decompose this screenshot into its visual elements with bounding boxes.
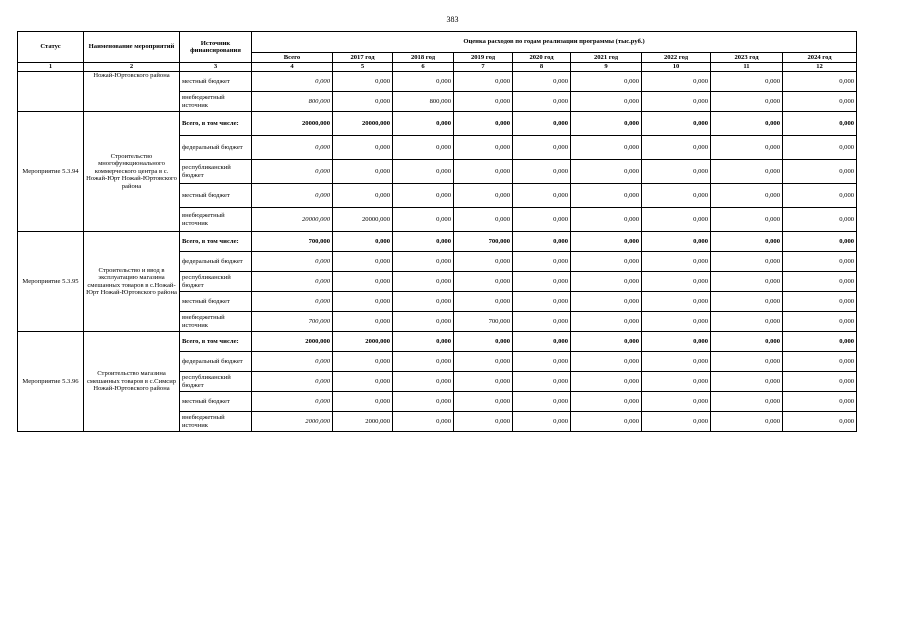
header-source: Источник финансирования — [180, 32, 252, 63]
value-cell: 0,000 — [393, 184, 454, 208]
funding-source: внебюджетный источник — [180, 208, 252, 232]
value-cell: 0,000 — [571, 292, 642, 312]
value-cell: 0,000 — [252, 184, 333, 208]
value-cell: 20000,000 — [252, 112, 333, 136]
value-cell: 20000,000 — [333, 112, 393, 136]
value-cell: 0,000 — [783, 272, 857, 292]
value-cell: 0,000 — [454, 208, 513, 232]
value-cell: 0,000 — [642, 312, 711, 332]
value-cell: 0,000 — [252, 392, 333, 412]
value-cell: 0,000 — [333, 392, 393, 412]
value-cell: 0,000 — [513, 72, 571, 92]
value-cell: 0,000 — [711, 332, 783, 352]
funding-source: республиканский бюджет — [180, 272, 252, 292]
value-cell: 800,000 — [252, 92, 333, 112]
page-number: 383 — [446, 15, 459, 24]
value-cell: 0,000 — [571, 392, 642, 412]
value-cell: 0,000 — [711, 392, 783, 412]
value-cell: 0,000 — [571, 352, 642, 372]
value-cell: 0,000 — [571, 372, 642, 392]
table-row — [18, 332, 857, 352]
measure-name: Строительство и ввод в эксплуатацию магазина смешанных товаров в с.Ножай-Юрт Ножай-Юртовского района — [84, 232, 180, 332]
value-cell: 0,000 — [393, 372, 454, 392]
value-cell: 0,000 — [513, 208, 571, 232]
status-cell: Мероприятие 5.3.96 — [18, 332, 84, 432]
value-cell: 0,000 — [783, 160, 857, 184]
value-cell: 0,000 — [783, 392, 857, 412]
value-cell: 20000,000 — [252, 208, 333, 232]
value-cell: 0,000 — [642, 136, 711, 160]
value-cell: 0,000 — [711, 232, 783, 252]
header-name: Наименование мероприятий — [84, 32, 180, 63]
value-cell: 800,000 — [393, 92, 454, 112]
value-cell: 0,000 — [252, 272, 333, 292]
funding-source: местный бюджет — [180, 184, 252, 208]
value-cell: 0,000 — [333, 312, 393, 332]
value-cell: 0,000 — [711, 92, 783, 112]
value-cell: 700,000 — [454, 232, 513, 252]
value-cell: 0,000 — [571, 112, 642, 136]
table-row — [18, 72, 857, 92]
value-cell: 0,000 — [393, 112, 454, 136]
value-cell: 0,000 — [571, 136, 642, 160]
column-number: 1 — [18, 63, 84, 72]
value-cell: 0,000 — [393, 352, 454, 372]
value-cell: 0,000 — [333, 292, 393, 312]
value-cell: 0,000 — [571, 208, 642, 232]
value-cell: 0,000 — [513, 160, 571, 184]
funding-source: Всего, в том числе: — [180, 332, 252, 352]
value-cell: 0,000 — [252, 252, 333, 272]
header-estimate: Оценка расходов по годам реализации программы (тыс.руб.) — [252, 32, 857, 53]
value-cell: 0,000 — [333, 372, 393, 392]
value-cell: 0,000 — [711, 352, 783, 372]
value-cell: 0,000 — [454, 332, 513, 352]
value-cell: 0,000 — [642, 92, 711, 112]
value-cell: 0,000 — [571, 412, 642, 432]
value-cell: 0,000 — [642, 112, 711, 136]
value-cell: 0,000 — [454, 252, 513, 272]
value-cell: 0,000 — [783, 292, 857, 312]
value-cell: 0,000 — [571, 272, 642, 292]
value-cell: 0,000 — [513, 136, 571, 160]
value-cell: 0,000 — [454, 352, 513, 372]
value-cell: 700,000 — [454, 312, 513, 332]
value-cell: 0,000 — [711, 160, 783, 184]
measure-name: Строительство многофункционального коммерческого центра в с. Ножай-Юрт Ножай-Юртовского района — [84, 112, 180, 232]
value-cell: 0,000 — [642, 292, 711, 312]
value-cell: 0,000 — [783, 184, 857, 208]
value-cell: 0,000 — [393, 292, 454, 312]
value-cell: 0,000 — [783, 312, 857, 332]
value-cell: 0,000 — [783, 372, 857, 392]
value-cell: 0,000 — [711, 208, 783, 232]
value-cell: 0,000 — [642, 184, 711, 208]
value-cell: 0,000 — [454, 372, 513, 392]
header-col-2023: 2023 год — [711, 53, 783, 63]
value-cell: 0,000 — [393, 272, 454, 292]
value-cell: 0,000 — [642, 412, 711, 432]
value-cell: 0,000 — [454, 72, 513, 92]
value-cell: 0,000 — [783, 332, 857, 352]
status-cell — [18, 72, 84, 112]
value-cell: 0,000 — [333, 232, 393, 252]
value-cell: 0,000 — [571, 72, 642, 92]
value-cell: 0,000 — [333, 160, 393, 184]
value-cell: 0,000 — [513, 312, 571, 332]
funding-source: внебюджетный источник — [180, 412, 252, 432]
value-cell: 0,000 — [393, 252, 454, 272]
value-cell: 0,000 — [333, 136, 393, 160]
value-cell: 0,000 — [642, 160, 711, 184]
column-number: 2 — [84, 63, 180, 72]
header-col-2018: 2018 год — [393, 53, 454, 63]
value-cell: 0,000 — [711, 292, 783, 312]
value-cell: 0,000 — [642, 372, 711, 392]
value-cell: 0,000 — [252, 292, 333, 312]
value-cell: 0,000 — [454, 136, 513, 160]
value-cell: 0,000 — [513, 232, 571, 252]
value-cell: 0,000 — [642, 272, 711, 292]
value-cell: 0,000 — [454, 184, 513, 208]
measure-name: Ножай-Юртовского района — [84, 72, 180, 112]
value-cell: 0,000 — [393, 312, 454, 332]
value-cell: 0,000 — [711, 272, 783, 292]
header-col-total: Всего — [252, 53, 333, 63]
value-cell: 0,000 — [783, 208, 857, 232]
value-cell: 0,000 — [711, 372, 783, 392]
funding-source: федеральный бюджет — [180, 136, 252, 160]
value-cell: 0,000 — [513, 112, 571, 136]
value-cell: 700,000 — [252, 232, 333, 252]
value-cell: 0,000 — [711, 184, 783, 208]
value-cell: 2000,000 — [252, 412, 333, 432]
value-cell: 0,000 — [571, 92, 642, 112]
funding-source: внебюджетный источник — [180, 92, 252, 112]
header-col-2021: 2021 год — [571, 53, 642, 63]
value-cell: 0,000 — [393, 232, 454, 252]
value-cell: 0,000 — [642, 352, 711, 372]
value-cell: 0,000 — [571, 160, 642, 184]
status-cell: Мероприятие 5.3.95 — [18, 232, 84, 332]
column-number: 11 — [711, 63, 783, 72]
value-cell: 0,000 — [711, 312, 783, 332]
measure-name: Строительство магазина смешанных товаров в с.Симсир Ножай-Юртовского района — [84, 332, 180, 432]
value-cell: 0,000 — [393, 332, 454, 352]
column-number: 3 — [180, 63, 252, 72]
value-cell: 0,000 — [783, 92, 857, 112]
value-cell: 0,000 — [571, 332, 642, 352]
value-cell: 0,000 — [252, 352, 333, 372]
value-cell: 0,000 — [513, 92, 571, 112]
value-cell: 0,000 — [333, 72, 393, 92]
funding-source: республиканский бюджет — [180, 372, 252, 392]
funding-source: Всего, в том числе: — [180, 232, 252, 252]
funding-source: федеральный бюджет — [180, 352, 252, 372]
value-cell: 0,000 — [783, 136, 857, 160]
funding-source: местный бюджет — [180, 72, 252, 92]
header-col-2024: 2024 год — [783, 53, 857, 63]
value-cell: 0,000 — [642, 392, 711, 412]
value-cell: 0,000 — [393, 72, 454, 92]
value-cell: 2000,000 — [333, 332, 393, 352]
value-cell: 0,000 — [571, 232, 642, 252]
table-row — [18, 232, 857, 252]
header-col-2020: 2020 год — [513, 53, 571, 63]
status-cell: Мероприятие 5.3.94 — [18, 112, 84, 232]
funding-source: федеральный бюджет — [180, 252, 252, 272]
value-cell: 0,000 — [642, 72, 711, 92]
funding-source: республиканский бюджет — [180, 160, 252, 184]
value-cell: 0,000 — [454, 412, 513, 432]
value-cell: 0,000 — [393, 392, 454, 412]
value-cell: 0,000 — [711, 72, 783, 92]
value-cell: 0,000 — [454, 92, 513, 112]
value-cell: 0,000 — [252, 136, 333, 160]
value-cell: 0,000 — [513, 332, 571, 352]
column-number: 4 — [252, 63, 333, 72]
value-cell: 0,000 — [454, 160, 513, 184]
value-cell: 0,000 — [454, 112, 513, 136]
value-cell: 0,000 — [711, 112, 783, 136]
column-number: 9 — [571, 63, 642, 72]
funding-source: местный бюджет — [180, 292, 252, 312]
header-col-2019: 2019 год — [454, 53, 513, 63]
value-cell: 0,000 — [393, 160, 454, 184]
value-cell: 0,000 — [711, 412, 783, 432]
column-number: 6 — [393, 63, 454, 72]
value-cell: 0,000 — [513, 352, 571, 372]
value-cell: 0,000 — [783, 72, 857, 92]
value-cell: 0,000 — [571, 312, 642, 332]
value-cell: 0,000 — [711, 136, 783, 160]
value-cell: 0,000 — [333, 352, 393, 372]
value-cell: 0,000 — [783, 352, 857, 372]
funding-source: внебюджетный источник — [180, 312, 252, 332]
value-cell: 0,000 — [513, 272, 571, 292]
value-cell: 2000,000 — [333, 412, 393, 432]
value-cell: 0,000 — [252, 372, 333, 392]
value-cell: 0,000 — [454, 392, 513, 412]
value-cell: 0,000 — [783, 232, 857, 252]
value-cell: 0,000 — [393, 208, 454, 232]
value-cell: 0,000 — [513, 412, 571, 432]
value-cell: 0,000 — [513, 372, 571, 392]
value-cell: 0,000 — [333, 92, 393, 112]
value-cell: 0,000 — [783, 112, 857, 136]
header-col-2022: 2022 год — [642, 53, 711, 63]
value-cell: 0,000 — [783, 252, 857, 272]
value-cell: 0,000 — [252, 72, 333, 92]
value-cell: 0,000 — [393, 412, 454, 432]
value-cell: 0,000 — [333, 184, 393, 208]
value-cell: 0,000 — [393, 136, 454, 160]
value-cell: 0,000 — [513, 252, 571, 272]
header-col-2017: 2017 год — [333, 53, 393, 63]
value-cell: 2000,000 — [252, 332, 333, 352]
value-cell: 0,000 — [642, 208, 711, 232]
value-cell: 0,000 — [642, 232, 711, 252]
value-cell: 0,000 — [513, 392, 571, 412]
value-cell: 0,000 — [513, 184, 571, 208]
value-cell: 0,000 — [642, 252, 711, 272]
value-cell: 20000,000 — [333, 208, 393, 232]
value-cell: 0,000 — [454, 272, 513, 292]
table-row — [18, 112, 857, 136]
value-cell: 0,000 — [783, 412, 857, 432]
value-cell: 0,000 — [642, 332, 711, 352]
column-number: 10 — [642, 63, 711, 72]
column-number: 5 — [333, 63, 393, 72]
value-cell: 0,000 — [571, 184, 642, 208]
value-cell: 0,000 — [711, 252, 783, 272]
column-number-row — [18, 63, 857, 72]
value-cell: 0,000 — [333, 252, 393, 272]
header-status: Статус — [18, 32, 84, 63]
budget-table — [17, 31, 857, 432]
value-cell: 700,000 — [252, 312, 333, 332]
value-cell: 0,000 — [333, 272, 393, 292]
column-number: 7 — [454, 63, 513, 72]
column-number: 8 — [513, 63, 571, 72]
value-cell: 0,000 — [252, 160, 333, 184]
column-number: 12 — [783, 63, 857, 72]
value-cell: 0,000 — [513, 292, 571, 312]
funding-source: местный бюджет — [180, 392, 252, 412]
value-cell: 0,000 — [571, 252, 642, 272]
funding-source: Всего, в том числе: — [180, 112, 252, 136]
value-cell: 0,000 — [454, 292, 513, 312]
